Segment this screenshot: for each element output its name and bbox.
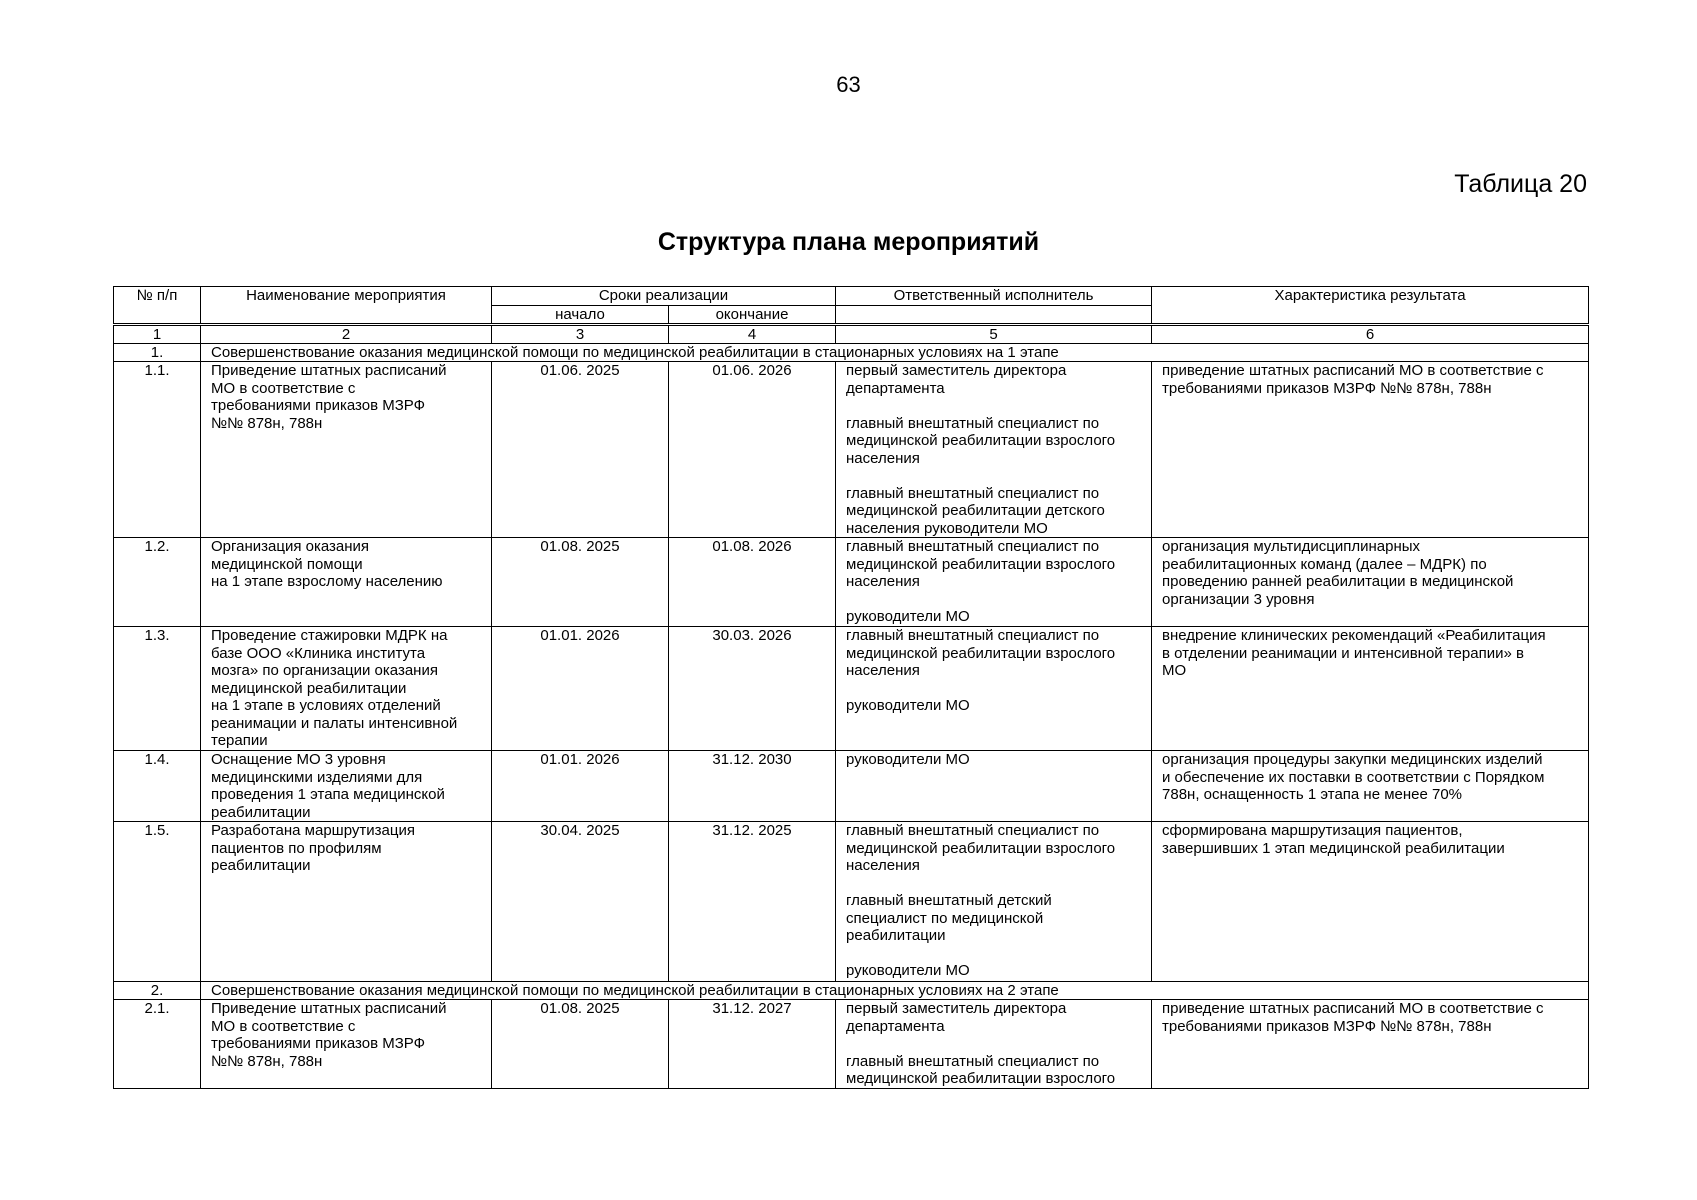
- row-start: 01.08. 2025: [492, 1000, 669, 1089]
- row-end: 31.12. 2025: [669, 822, 836, 982]
- column-number: 5: [836, 325, 1152, 344]
- header-terms: Сроки реализации: [492, 287, 836, 306]
- row-name: Приведение штатных расписаний МО в соответствие с требованиями приказов МЗРФ №№ 878н, 788н: [201, 1000, 492, 1089]
- row-start: 01.01. 2026: [492, 751, 669, 822]
- header-responsible: Ответственный исполнитель: [836, 287, 1152, 306]
- row-name: Приведение штатных расписаний МО в соответствие с требованиями приказов МЗРФ №№ 878н, 788н: [201, 362, 492, 538]
- row-result: сформирована маршрутизация пациентов, завершивших 1 этап медицинской реабилитации: [1152, 822, 1589, 982]
- row-num: 1.4.: [114, 751, 201, 822]
- section-row: [114, 344, 1589, 362]
- column-number: 2: [201, 325, 492, 344]
- row-num: 2.1.: [114, 1000, 201, 1089]
- header-responsible-empty: [836, 305, 1152, 325]
- row-end: 31.12. 2030: [669, 751, 836, 822]
- row-result: организация процедуры закупки медицинских изделий и обеспечение их поставки в соответствии с Порядком 788н, оснащенность 1 этапа не менее 70%: [1152, 751, 1589, 822]
- row-name: Оснащение МО 3 уровня медицинскими изделиями для проведения 1 этапа медицинской реабилитации: [201, 751, 492, 822]
- column-numbers-row: [114, 325, 1589, 344]
- header-result: Характеристика результата: [1152, 287, 1589, 325]
- column-number: 4: [669, 325, 836, 344]
- row-num: 1.1.: [114, 362, 201, 538]
- row-num: 1.2.: [114, 538, 201, 627]
- row-num: 1.3.: [114, 627, 201, 751]
- header-start: начало: [492, 305, 669, 325]
- table-row: [114, 822, 1589, 982]
- table-row: [114, 751, 1589, 822]
- row-result: приведение штатных расписаний МО в соответствие с требованиями приказов МЗРФ №№ 878н, 788н: [1152, 1000, 1589, 1089]
- table-row: [114, 1000, 1589, 1089]
- row-end: 30.03. 2026: [669, 627, 836, 751]
- row-end: 01.06. 2026: [669, 362, 836, 538]
- table-row: [114, 627, 1589, 751]
- row-responsible: первый заместитель директора департамента главный внештатный специалист по медицинской реабилитации взрослого: [836, 1000, 1152, 1089]
- page-number: 63: [836, 72, 861, 97]
- row-responsible: главный внештатный специалист по медицинской реабилитации взрослого населения руководители МО: [836, 538, 1152, 627]
- section-title-text: Совершенствование оказания медицинской помощи по медицинской реабилитации в стационарных условиях на 1 этапе: [211, 344, 1059, 361]
- row-start: 30.04. 2025: [492, 822, 669, 982]
- section-title-text: Совершенствование оказания медицинской помощи по медицинской реабилитации в стационарных условиях на 2 этапе: [211, 982, 1059, 999]
- section-title: [201, 344, 1589, 362]
- column-number: 3: [492, 325, 669, 344]
- table-row: [114, 538, 1589, 627]
- row-start: 01.06. 2025: [492, 362, 669, 538]
- column-number: 1: [114, 325, 201, 344]
- row-result: организация мультидисциплинарных реабилитационных команд (далее – МДРК) по проведению ранней реабилитации в медицинской организации 3 уровня: [1152, 538, 1589, 627]
- section-title: [201, 982, 1589, 1000]
- row-result: внедрение клинических рекомендаций «Реабилитация в отделении реанимации и интенсивной терапии» в МО: [1152, 627, 1589, 751]
- row-name: Разработана маршрутизация пациентов по профилям реабилитации: [201, 822, 492, 982]
- header-num: № п/п: [114, 287, 201, 325]
- row-start: 01.01. 2026: [492, 627, 669, 751]
- table-caption: Таблица 20: [1454, 170, 1587, 198]
- row-responsible: руководители МО: [836, 751, 1152, 822]
- table-header: [114, 287, 1589, 325]
- column-number: 6: [1152, 325, 1589, 344]
- row-start: 01.08. 2025: [492, 538, 669, 627]
- row-responsible: первый заместитель директора департамента главный внештатный специалист по медицинской реабилитации взрослого населения главный внештатный специалист по медицинской реабилитации детского населения руководители МО: [836, 362, 1152, 538]
- row-num: 1.5.: [114, 822, 201, 982]
- row-name: Проведение стажировки МДРК на базе ООО «Клиника института мозга» по организации оказания медицинской реабилитации на 1 этапе в условиях отделений реанимации и палаты интенсивной терапии: [201, 627, 492, 751]
- row-result: приведение штатных расписаний МО в соответствие с требованиями приказов МЗРФ №№ 878н, 788н: [1152, 362, 1589, 538]
- section-num: 2.: [114, 982, 201, 1000]
- document-title: Структура плана мероприятий: [657, 228, 1040, 256]
- row-name: Организация оказания медицинской помощи на 1 этапе взрослому населению: [201, 538, 492, 627]
- row-responsible: главный внештатный специалист по медицинской реабилитации взрослого населения главный внештатный детский специалист по медицинской реабилитации руководители МО: [836, 822, 1152, 982]
- row-end: 31.12. 2027: [669, 1000, 836, 1089]
- section-num: 1.: [114, 344, 201, 362]
- header-end: окончание: [669, 305, 836, 325]
- row-responsible: главный внештатный специалист по медицинской реабилитации взрослого населения руководители МО: [836, 627, 1152, 751]
- section-row: [114, 982, 1589, 1000]
- plan-table: [113, 286, 1589, 1089]
- header-name: Наименование мероприятия: [201, 287, 492, 325]
- table-row: [114, 362, 1589, 538]
- header-row-top: [114, 287, 1589, 306]
- table-body: [114, 325, 1589, 1089]
- row-end: 01.08. 2026: [669, 538, 836, 627]
